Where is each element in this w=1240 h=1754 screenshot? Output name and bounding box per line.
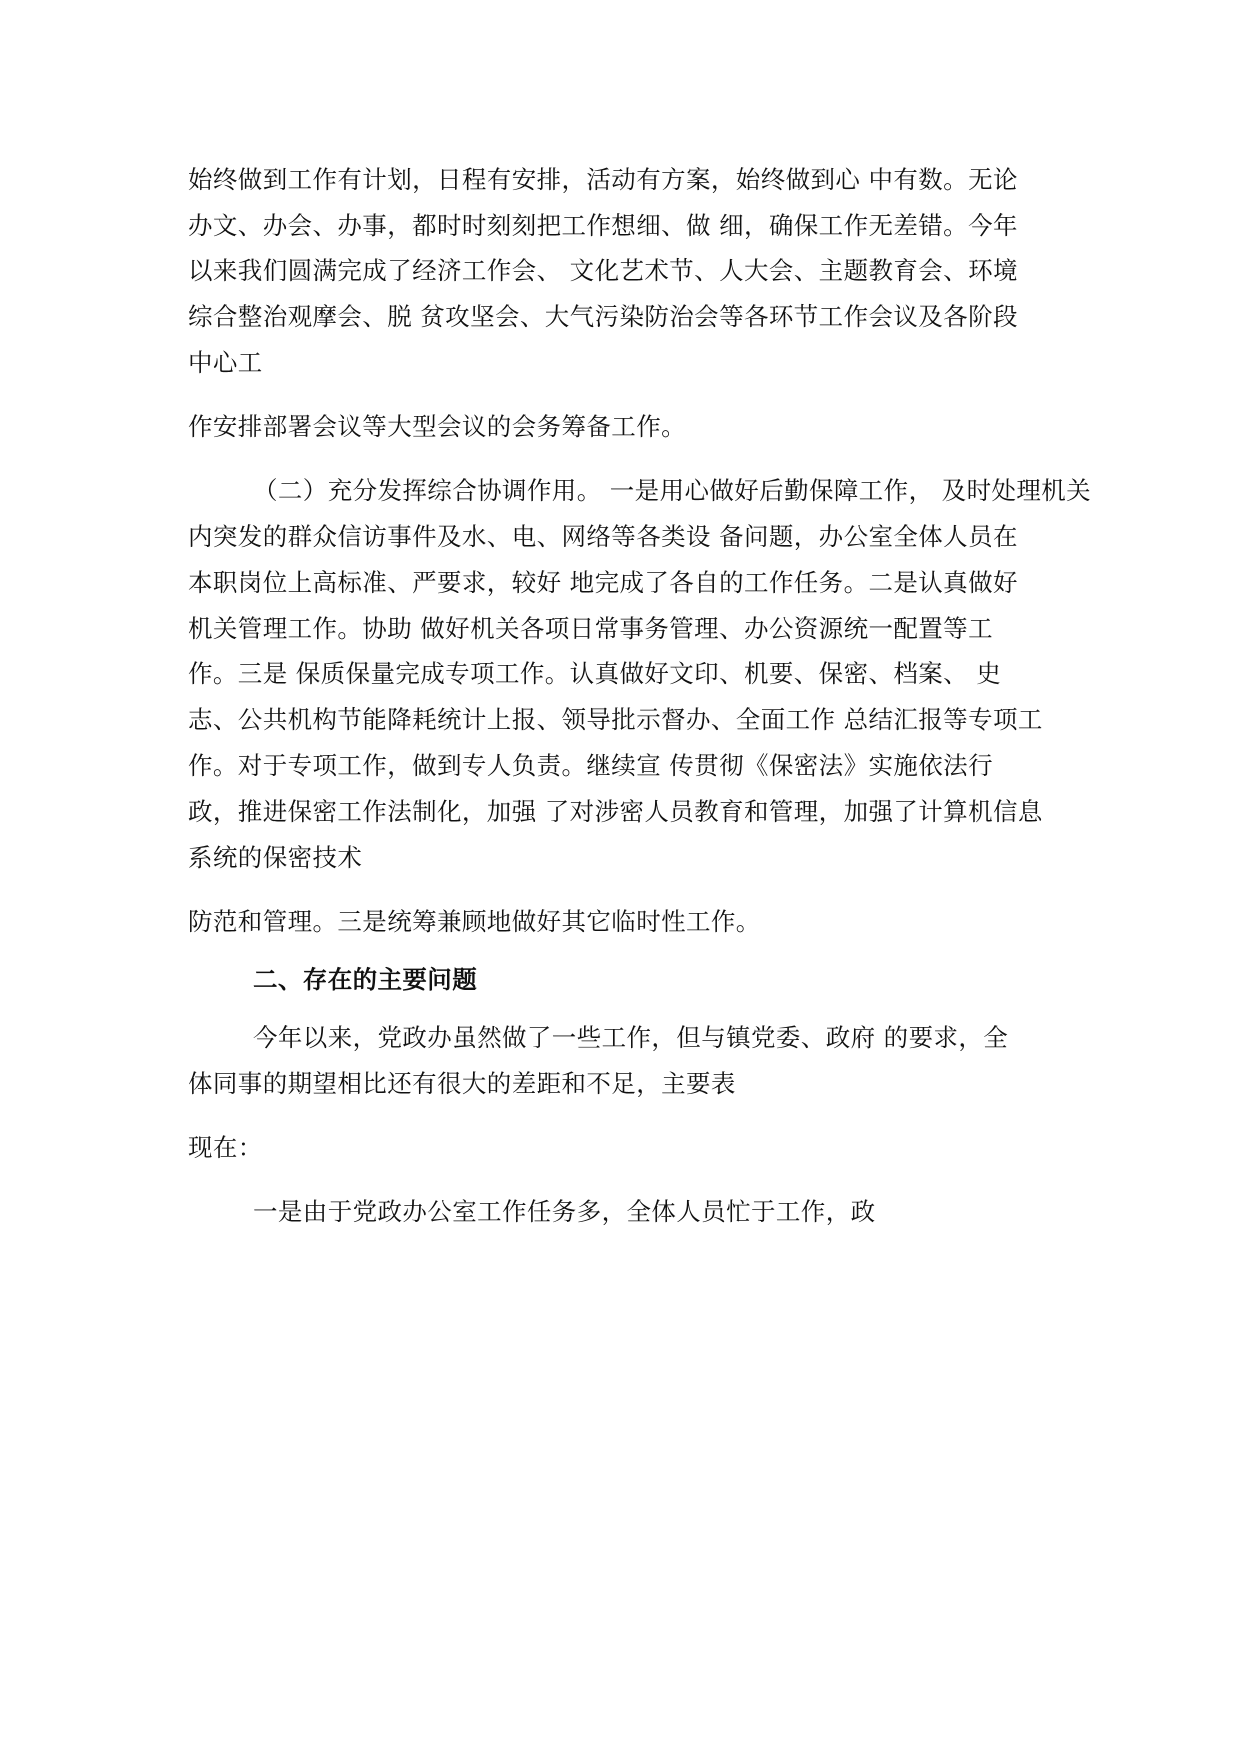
paragraph-line: 中心工 — [188, 348, 263, 377]
paragraph-line: 作。三是 保质保量完成专项工作。认真做好文印、机要、保密、档案、 史 — [188, 659, 1002, 688]
paragraph-line: 作安排部署会议等大型会议的会务筹备工作。 — [188, 412, 686, 441]
paragraph-line: 防范和管理。三是统筹兼顾地做好其它临时性工作。 — [188, 907, 761, 936]
paragraph-line: 一是由于党政办公室工作任务多，全体人员忙于工作，政 — [253, 1197, 876, 1226]
paragraph-line: 今年以来，党政办虽然做了一些工作，但与镇党委、政府 的要求，全 — [253, 1023, 1009, 1052]
paragraph-line: 综合整治观摩会、脱 贫攻坚会、大气污染防治会等各环节工作会议及各阶段 — [188, 302, 1018, 331]
paragraph-line: 作。对于专项工作，做到专人负责。继续宣 传贯彻《保密法》实施依法行 — [188, 751, 993, 780]
paragraph-line: 始终做到工作有计划，日程有安排，活动有方案，始终做到心 中有数。无论 — [188, 165, 1018, 194]
paragraph-line: 现在： — [188, 1133, 263, 1162]
paragraph-line: 内突发的群众信访事件及水、电、网络等各类设 备问题，办公室全体人员在 — [188, 522, 1018, 551]
paragraph-line: 政，推进保密工作法制化，加强 了对涉密人员教育和管理，加强了计算机信息 — [188, 797, 1043, 826]
paragraph-line: 办文、办会、办事，都时时刻刻把工作想细、做 细，确保工作无差错。今年 — [188, 211, 1018, 240]
paragraph-line: 体同事的期望相比还有很大的差距和不足，主要表 — [188, 1069, 736, 1098]
paragraph-line: 系统的保密技术 — [188, 843, 363, 872]
paragraph-line: 本职岗位上高标准、严要求，较好 地完成了各自的工作任务。二是认真做好 — [188, 568, 1018, 597]
paragraph-line: 志、公共机构节能降耗统计上报、领导批示督办、全面工作 总结汇报等专项工 — [188, 705, 1043, 734]
paragraph-line: （二）充分发挥综合协调作用。 一是用心做好后勤保障工作， 及时处理机关 — [253, 476, 1092, 505]
section-heading: 二、存在的主要问题 — [253, 965, 478, 994]
paragraph-line: 以来我们圆满完成了经济工作会、 文化艺术节、人大会、主题教育会、环境 — [188, 256, 1018, 285]
paragraph-line: 机关管理工作。协助 做好机关各项日常事务管理、办公资源统一配置等工 — [188, 614, 993, 643]
